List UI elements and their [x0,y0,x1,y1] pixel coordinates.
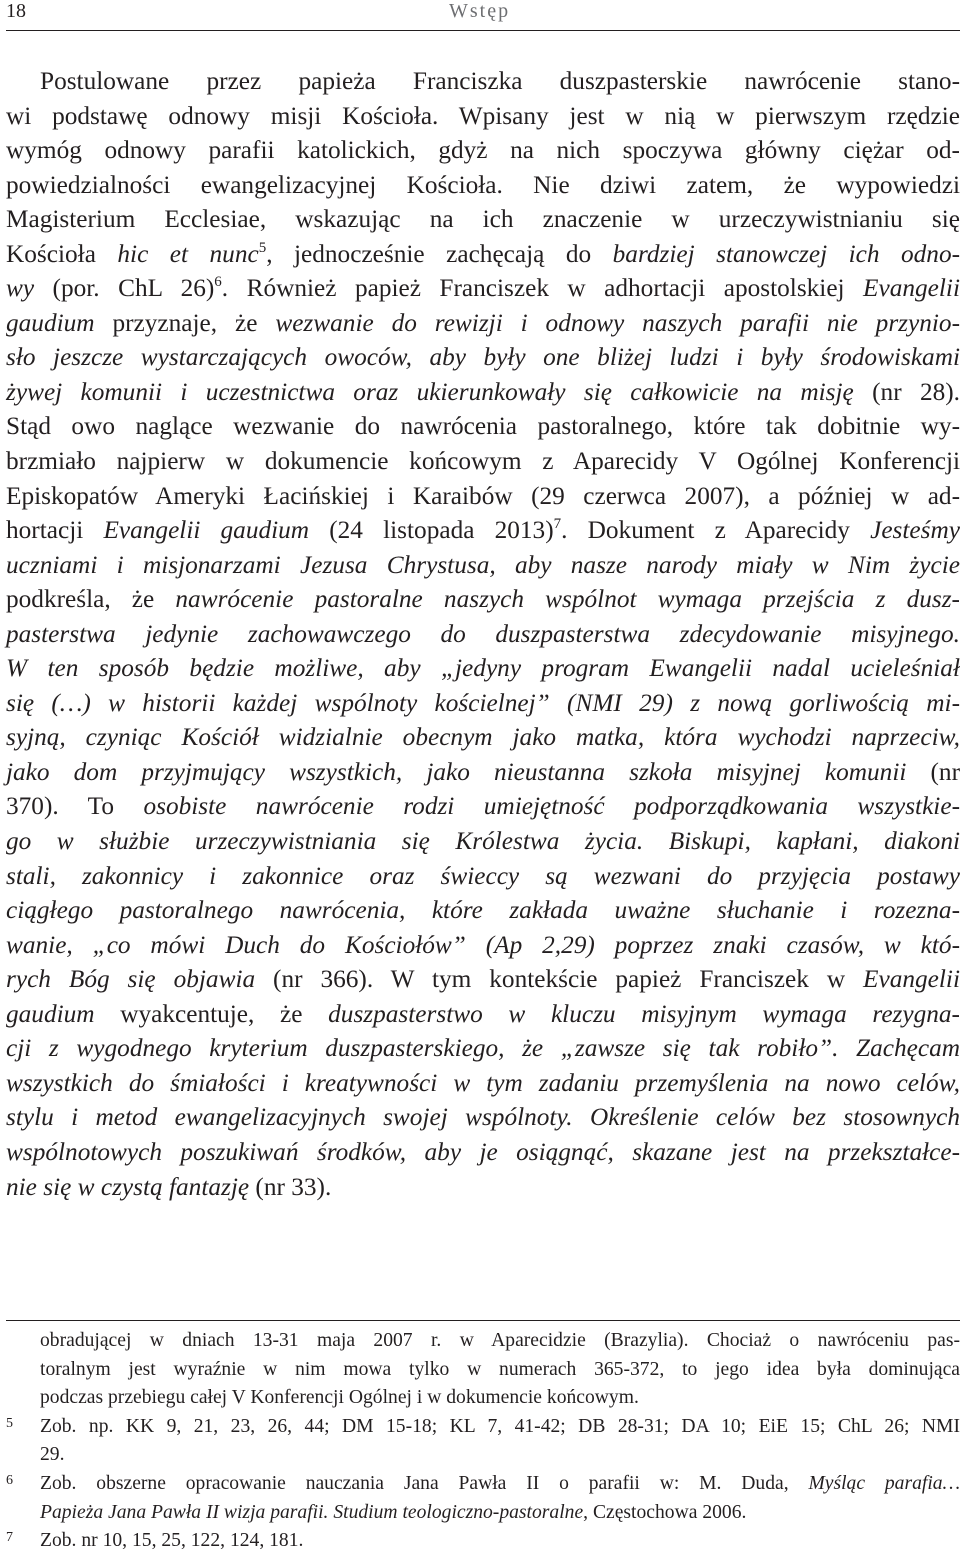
italic-text: Evangelii gaudium [103,516,310,545]
text-run: toralnym jest wyraźnie w nim mowa tylko w numerach 365-372, to jego idea była dominująca [40,1358,960,1380]
text-run: Zob. obszerne opracowanie nauczania Jana Pawła II o parafii w: M. Duda, [40,1472,809,1494]
text-run: podczas przebiegu całej V Konferencji Ogólnej i w dokumencie końcowym. [40,1387,639,1409]
text-line [6,237,960,272]
text-line [6,444,960,479]
italic-text: W ten sposób będzie możliwe, aby „jedyny program Ewangelii nadal ucieleśniał [6,654,960,683]
text-run: wymóg odnowy parafii katolickich, gdyż na nich spoczywa główny ciężar od- [6,136,960,165]
text-run: (24 listopada 2013) [309,516,554,545]
italic-text: stylu i metod ewangelizacyjnych swojej wspólnoty. Określenie celów bez stosownych [6,1103,960,1132]
text-run: 29. [40,1444,65,1466]
text-run: przyznaje, że [94,308,276,337]
text-line [6,582,960,617]
italic-text: wszystkich do śmiałości i kreatywności w tym zadaniu przemyślenia na nowo celów, [6,1068,960,1097]
italic-text: uczniami i misjonarzami Jezusa Chrystusa, aby nasze narody miały w Nim życie [6,550,960,579]
text-run: hortacji [6,516,104,545]
italic-text: cji z wygodnego kryterium duszpasterskiego, że „zawsze się tak robiło”. Zachęcam [6,1034,960,1063]
text-run: (nr [906,757,960,786]
text-run: Episkopatów Ameryki Łacińskiej i Karaibów (29 czerwca 2007), a później w ad- [6,481,960,510]
italic-text: sło jeszcze wystarczających owoców, aby były one bliżej ludzi i były środowiskami [6,343,960,372]
text-line [6,962,960,997]
italic-text: Evangelii [863,274,960,303]
italic-text: pasterstwa jedynie zachowawczego do duszpasterstwa zdecydowanie misyjnego. [6,619,960,648]
text-run: Stąd owo naglące wezwanie do nawrócenia pastoralnego, które tak dobitnie wy- [6,412,960,441]
italic-text: wy [6,274,35,303]
text-line [6,202,960,237]
text-run: wyakcentuje, że [94,999,329,1028]
italic-text: Myśląc parafia… [808,1472,960,1494]
text-line [6,548,960,583]
text-line [6,306,960,341]
text-line [6,997,960,1032]
text-line [6,1170,960,1205]
text-line [6,479,960,514]
text-line [6,720,960,755]
italic-text: się (…) w historii każdej wspólnoty kościelnej” (NMI 29) z nową gorliwością mi- [6,688,960,717]
footnote-line [6,1356,960,1385]
text-run: Magisterium Ecclesiae, wskazując na ich znaczenie w urzeczywistnianiu się [6,205,960,234]
footnote-line [6,1384,960,1413]
text-line [6,513,960,548]
text-run: wi podstawę odnowy misji Kościoła. Wpisany jest w nią w pierwszym rzędzie [6,101,960,130]
italic-text: Jesteśmy [870,516,960,545]
italic-text: syjną, czyniąc Kościół widzialnie obecnym jako matka, która wychodzi naprzeciw, [6,723,960,752]
footnote-separator [6,1320,960,1321]
italic-text: rych Bóg się objawia [6,965,256,994]
footnote-number: 6 [6,1472,13,1488]
italic-text: go w służbie urzeczywistniania się Królestwa życia. Biskupi, kapłani, diakoni [6,827,960,856]
text-line [6,271,960,306]
text-line [6,409,960,444]
italic-text: Papieża Jana Pawła II wizja parafii. Studium teologiczno-pastoralne [40,1501,584,1523]
text-run: . Dokument z Aparecidy [561,516,871,545]
header-rule [6,30,960,31]
text-line [6,789,960,824]
italic-text: hic et nunc [117,239,259,268]
italic-text: duszpasterstwo w kluczu misyjnym wymaga rezygna- [328,999,960,1028]
text-run: powiedzialności ewangelizacyjnej Kościoła. Nie dziwi zatem, że wypowiedzi [6,170,960,199]
text-line [6,859,960,894]
footnote-number: 7 [6,1530,13,1546]
text-line [6,64,960,99]
text-run: . Również papież Franciszek w adhortacji apostolskiej [221,274,864,303]
footnote-line [6,1441,960,1470]
italic-text: nie się w czystą fantazję [6,1172,250,1201]
text-run: Kościoła [6,239,118,268]
italic-text: wspólnotowych poszukiwań środków, aby je osiągnąć, skazane jest na przekształce- [6,1137,960,1166]
text-run: 370). To [6,792,144,821]
text-run: brzmiało najpierw w dokumencie końcowym z Aparecidy V Ogólnej Konferencji [6,447,960,476]
footnote-line [6,1413,960,1442]
italic-text: wanie, „co mówi Duch do Kościołów” (Ap 2,29) poprzez znaki czasów, w któ- [6,930,960,959]
page-number: 18 [6,0,26,22]
text-run: (nr 28). [853,377,960,406]
text-line [6,651,960,686]
text-run: , jednocześnie zachęcają do [266,239,613,268]
text-run: (nr 366). W tym kontekście papież Franciszek w [255,965,864,994]
text-line [6,375,960,410]
footnote-number: 5 [6,1415,13,1431]
footnote-line [6,1327,960,1356]
text-line [6,1031,960,1066]
footnote-line [6,1499,960,1528]
italic-text: stali, zakonnicy i zakonnice oraz świeccy są wezwani do przyjęcia postawy [6,861,960,890]
footnote-ref: 7 [553,516,562,533]
text-line [6,99,960,134]
italic-text: Evangelii [863,965,960,994]
italic-text: nawrócenie pastoralne naszych wspólnot wymaga przejścia z dusz- [175,585,960,614]
text-run: Zob. nr 10, 15, 25, 122, 124, 181. [40,1530,304,1552]
text-run: Zob. np. KK 9, 21, 23, 26, 44; DM 15-18; KL 7, 41-42; DB 28-31; DA 10; EiE 15; ChL 26; NMI [40,1415,960,1437]
italic-text: jako dom przyjmujący wszystkich, jako nieustanna szkoła misyjnej komunii [6,757,907,786]
footnotes [6,1327,960,1556]
italic-text: gaudium [6,308,95,337]
text-line [6,824,960,859]
italic-text: gaudium [6,999,95,1028]
text-line [6,340,960,375]
italic-text: osobiste nawrócenie rodzi umiejętność podporządkowania wszystkie- [143,792,960,821]
italic-text: bardziej stanowczej ich odno- [612,239,960,268]
footnote-line [6,1470,960,1499]
body-text [6,64,960,1204]
text-run: (nr 33). [249,1172,332,1201]
footnote-ref: 5 [258,239,267,256]
text-line [6,893,960,928]
footnote-ref: 6 [214,274,222,291]
text-line [6,686,960,721]
text-line [6,1066,960,1101]
text-line [6,168,960,203]
footnote-line [6,1527,960,1556]
text-run: podkreśla, że [6,585,176,614]
italic-text: żywej komunii i uczestnictwa oraz ukierunkowały się całkowicie na misję [6,377,854,406]
italic-text: wezwanie do rewizji i odnowy naszych parafii nie przynio- [275,308,960,337]
italic-text: ciągłego pastoralnego nawrócenia, które zakłada uważne słuchanie i rozezna- [6,896,960,925]
text-line [6,755,960,790]
text-run: Postulowane przez papieża Franciszka duszpasterskie nawrócenie stano- [40,67,960,95]
text-run: , Częstochowa 2006. [583,1501,747,1523]
text-line [6,928,960,963]
text-line [6,1100,960,1135]
page-header [0,0,960,34]
text-run: obradującej w dniach 13-31 maja 2007 r. w Aparecidzie (Brazylia). Chociaż o nawróceniu pas- [40,1330,960,1351]
text-line [6,617,960,652]
text-line [6,133,960,168]
text-run: (por. ChL 26) [34,274,215,303]
text-line [6,1135,960,1170]
running-head: Wstęp [449,0,511,22]
